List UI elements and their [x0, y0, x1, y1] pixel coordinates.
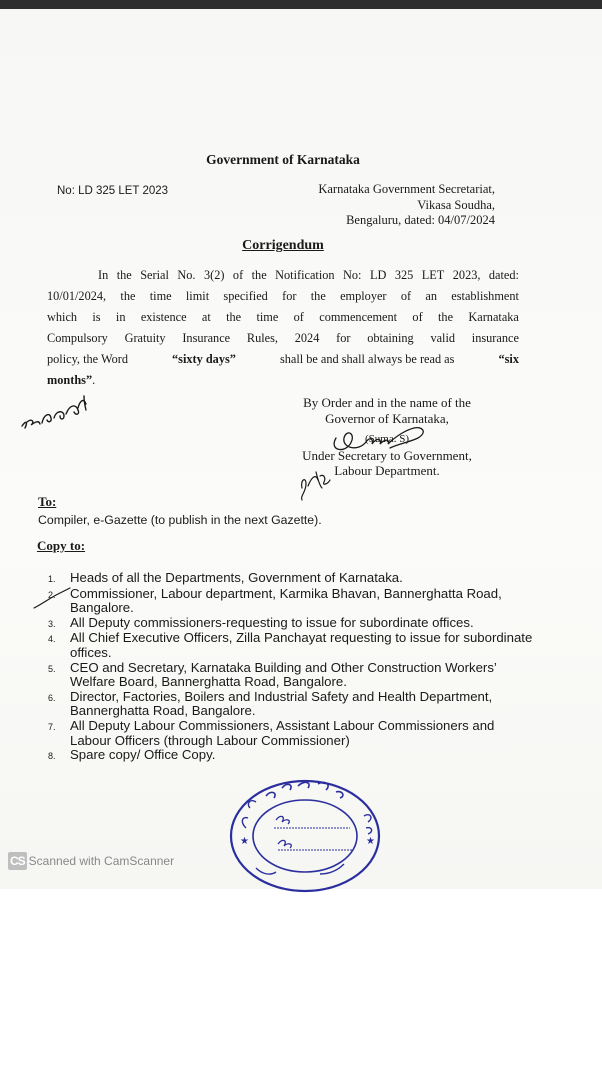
body-word: is	[92, 310, 101, 324]
body-line	[47, 328, 519, 349]
body-text-span: policy, the Word	[47, 352, 128, 366]
body-word: Compulsory	[47, 331, 108, 345]
designation-line: Under Secretary to Government,	[302, 447, 472, 463]
body-word: the	[116, 268, 132, 282]
subject-heading: Corrigendum	[242, 238, 324, 253]
list-item-number: 1.	[48, 574, 56, 584]
body-word: time	[256, 310, 279, 324]
body-line	[47, 349, 519, 370]
handwritten-initials	[18, 392, 90, 434]
body-word: 2023,	[452, 268, 481, 282]
body-word: in	[115, 310, 126, 324]
list-item	[48, 571, 538, 587]
body-line	[47, 370, 519, 391]
reference-number: No: LD 325 LET 2023	[57, 185, 169, 197]
body-word: existence	[140, 310, 187, 324]
list-item-number: 7.	[48, 721, 56, 732]
body-word: 10/01/2024,	[47, 289, 107, 303]
address-line-3: Bengaluru, dated: 04/07/2024	[346, 213, 495, 227]
body-text-span: shall be and shall always be read as	[279, 352, 455, 366]
body-word: insurance	[471, 331, 519, 345]
list-item	[48, 661, 538, 690]
body-line	[47, 307, 519, 328]
body-word: the	[310, 289, 326, 303]
corrigendum-body	[47, 265, 519, 391]
body-word: establishment	[451, 289, 519, 303]
body-word: commencement	[319, 310, 398, 324]
body-word: obtaining	[367, 331, 414, 345]
body-word: Gratuity	[124, 331, 166, 345]
body-word: time	[149, 289, 172, 303]
body-word: of	[293, 310, 304, 324]
list-item-text: All Deputy commissioners-requesting to issue for subordinate offices.	[70, 614, 474, 630]
body-word: of	[232, 268, 244, 282]
signatory-name: (Suma. S)	[365, 433, 409, 445]
body-word: the	[120, 289, 136, 303]
list-item-number: 4.	[48, 634, 56, 645]
by-order-line: By Order and in the name of the	[303, 395, 471, 410]
body-word: at	[201, 310, 211, 324]
emphasis-months: months”	[47, 373, 93, 387]
stamp-field-label	[278, 840, 291, 848]
body-word: Notification	[275, 268, 335, 282]
body-word: of	[412, 310, 423, 324]
body-word: LD	[369, 268, 387, 282]
watermark-text: Scanned with CamScanner	[28, 854, 175, 868]
office-seal-stamp	[226, 778, 386, 882]
body-line	[47, 265, 519, 286]
office-address	[300, 182, 495, 229]
body-word: dated:	[488, 268, 519, 282]
stamp-inner-ring	[253, 800, 357, 872]
stamp-star-icon: ★	[366, 836, 375, 847]
emphasis-sixty-days: “sixty days”	[172, 352, 236, 366]
body-word: limit	[185, 289, 210, 303]
body-text-span: .	[92, 373, 96, 387]
body-word: In	[98, 268, 109, 282]
address-line-1: Karnataka Government Secretariat,	[318, 182, 495, 196]
list-item-text: Spare copy/ Office Copy.	[70, 747, 216, 763]
to-recipient: Compiler, e-Gazette (to publish in the next Gazette).	[38, 513, 322, 527]
top-status-bar	[0, 0, 602, 9]
signature-scribble	[318, 418, 438, 458]
body-word: Rules,	[246, 331, 278, 345]
list-item	[48, 616, 538, 632]
body-word: the	[438, 310, 454, 324]
tick-mark	[32, 586, 76, 610]
document-heading: Government of Karnataka	[206, 152, 360, 167]
body-word: the	[226, 310, 242, 324]
body-word: for	[282, 289, 297, 303]
body-word: No:	[343, 268, 362, 282]
list-item-text: All Deputy Labour Commissioners, Assistant Labour Commissioners and Labour Officers (through Labour Commissioner)	[70, 717, 495, 748]
body-word: Insurance	[182, 331, 231, 345]
body-word: valid	[430, 331, 456, 345]
stamp-right-script	[364, 815, 372, 834]
body-word: LET	[421, 268, 445, 282]
body-word: of	[400, 289, 412, 303]
list-item-text: Heads of all the Departments, Government of Karnataka.	[70, 570, 403, 585]
stamp-field-label	[276, 816, 289, 824]
copy-to-list	[48, 571, 538, 764]
body-word: which	[47, 310, 78, 324]
body-word: 3(2)	[203, 268, 225, 282]
list-item-text: Director, Factories, Boilers and Industrial Safety and Health Department, Bannerghatta Road, Bangalore.	[70, 688, 493, 719]
to-heading: To:	[38, 494, 57, 509]
list-item	[48, 587, 538, 616]
address-line-2: Vikasa Soudha,	[417, 197, 495, 212]
camscanner-logo-icon: CS	[10, 854, 25, 868]
governor-line: Governor of Karnataka,	[325, 410, 449, 426]
list-item	[48, 719, 538, 748]
list-item-number: 6.	[48, 692, 56, 703]
list-item-number: 2.	[48, 589, 56, 600]
list-item	[48, 631, 538, 660]
body-word: for	[336, 331, 351, 345]
stamp-star-icon: ★	[240, 836, 249, 847]
camscanner-watermark	[8, 852, 174, 870]
body-word: 2024	[294, 331, 320, 345]
list-item-text: Commissioner, Labour department, Karmika Bhavan, Bannerghatta Road, Bangalore.	[70, 585, 502, 616]
body-word: specified	[223, 289, 268, 303]
handwritten-date-mark	[296, 466, 336, 502]
body-word: employer	[340, 289, 387, 303]
body-word: an	[425, 289, 437, 303]
body-word: 325	[394, 268, 414, 282]
body-word: Karnataka	[468, 310, 519, 324]
body-word: Serial	[140, 268, 169, 282]
body-word: the	[251, 268, 267, 282]
list-item	[48, 748, 538, 764]
list-item-number: 8.	[48, 751, 56, 762]
body-word: No.	[177, 268, 196, 282]
list-item	[48, 690, 538, 719]
list-item-number: 3.	[48, 618, 56, 629]
copy-to-heading: Copy to:	[37, 538, 86, 553]
list-item-number: 5.	[48, 663, 56, 674]
emphasis-six: “six	[498, 352, 519, 366]
list-item-text: CEO and Secretary, Karnataka Building and Other Construction Workers’ Welfare Board, Bannerghatta Road, Bangalore.	[70, 659, 497, 690]
department-line: Labour Department.	[334, 463, 440, 478]
body-line	[47, 286, 519, 307]
list-item-text: All Chief Executive Officers, Zilla Panchayat requesting to issue for subordinate offices.	[70, 630, 533, 660]
